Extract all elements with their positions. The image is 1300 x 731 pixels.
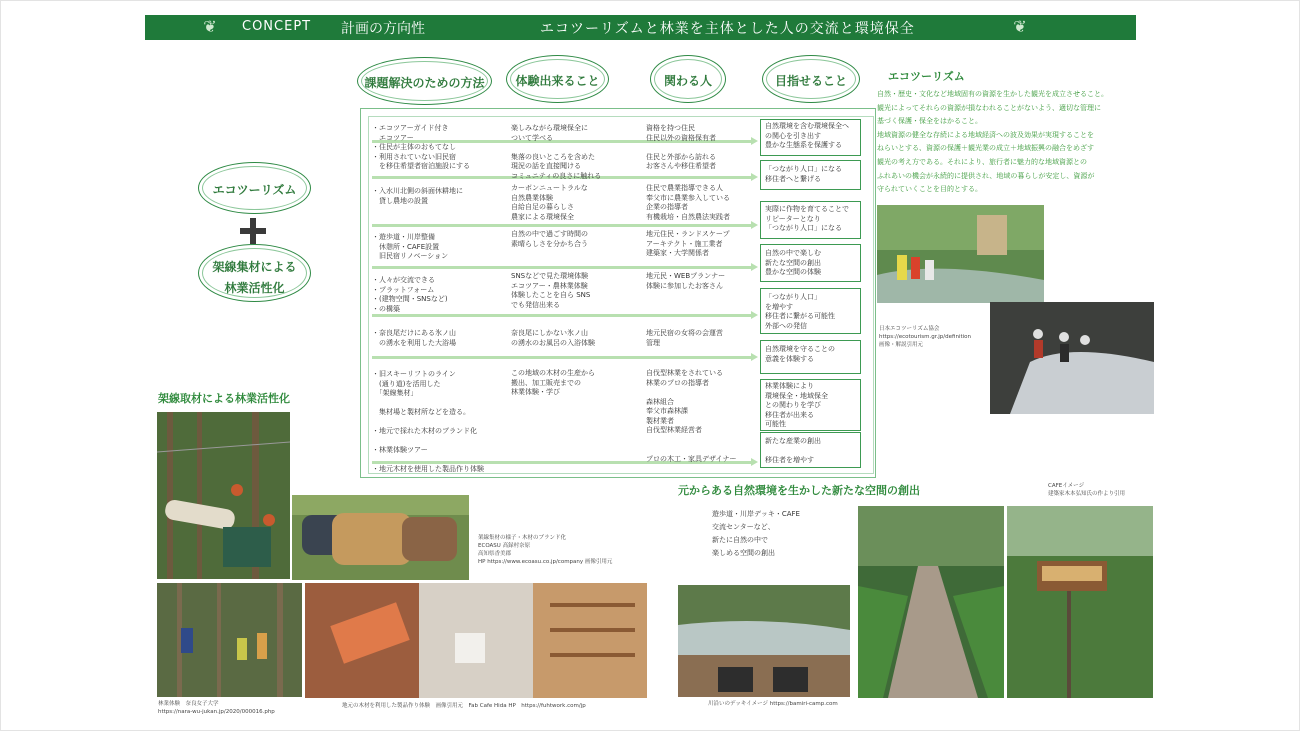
- row5-experience: 奈良尾にしかない氷ノ山 の湧水のお風呂の入浴体験: [511, 329, 595, 347]
- row-arrow: [372, 224, 752, 227]
- eco-caption: 日本エコツーリズム協会 https://ecotourism.gr.jp/definition 画像・解説引用元: [879, 326, 972, 348]
- row3-goal: 自然の中で楽しむ 新たな空間の創出 豊かな空間の体験: [760, 244, 861, 282]
- space-cafe-caption: CAFEイメージ 建築家木本弘知氏の作より引用: [1048, 483, 1126, 497]
- photo-wood-bags: [292, 495, 469, 580]
- header-subtitle: 計画の方向性: [341, 21, 425, 37]
- row1-experience: 楽しみながら環境保全に ついて学べる 集落の良いところを含めた 現況の話を直接聞ける コミュニティの良さに触れる: [511, 124, 602, 180]
- row6-goal-2: 新たな産業の創出 移住者を増やす: [760, 432, 861, 468]
- row-arrow: [372, 266, 752, 269]
- row-arrow: [372, 314, 752, 317]
- row1-goal-2: 「つながり人口」になる 移住者へと繋げる: [760, 160, 861, 190]
- oval-forestry: 架線集材による 林業活性化: [198, 244, 311, 302]
- header-band: [145, 15, 1136, 40]
- row4-experience: SNSなどで見た環境体験 エコツアー・農林業体験 体験したことを自ら SNS でも発信出来る: [511, 272, 591, 309]
- space-deck-caption: 川沿いのデッキイメージ https://bamiri-camp.com: [708, 701, 838, 707]
- photo-eco-tour-river: [877, 205, 1044, 303]
- row2-method: ・入水川北側の斜面休耕地に 貸し農地の設置: [372, 187, 463, 205]
- forestry-title: 架線取材による林業活性化: [158, 392, 290, 405]
- row3-people: 地元住民・ランドスケープ アーキテクト・施工業者 建築家・大学関係者: [646, 230, 730, 257]
- forestry-brand-caption: 架線集材の様子・木材のブランド化 ECOASU 高録村奈原 高知県香美郡 HP https://www.ecoasu.co.jp/company 画像引用元: [478, 535, 613, 565]
- row4-goal: 「つながり人口」 を増やす 移住者に繋がる可能性 外部への発信: [760, 288, 861, 334]
- forestry-products-caption: 地元の木材を利用した製品作り体験 画像引用元 Fab Cafe Hida HP https://fuhtwork.com/jp: [342, 703, 586, 709]
- row2-experience: カーボンニュートラルな 自然農業体験 自給自足の暮らしさ 農家による環境保全: [511, 184, 588, 221]
- eco-body: 自然・歴史・文化など地域固有の資源を生かした観光を成立させること。 観光によってそれらの資源が損なわれることがないよう、適切な管理に 基づく保護・保全をはかること。 地域資源の健全な存続による地域経済への波及効果が実現することを ねらいとする、資源の保護＋観光業の成立＋地域振興の融合をめざす 観光の考え方である。それにより、旅行者に魅力的な地域資源との ふれあいの機会が永続的に提供され、地域の暮らしが安定し、資源が 守られていくことを目的とする。: [877, 90, 1108, 194]
- photo-treehouse-cafe: [1007, 506, 1153, 698]
- plus-icon: [240, 218, 266, 244]
- header-theme: エコツーリズムと林業を主体とした人の交流と環境保全: [540, 21, 915, 37]
- oval-ecotourism: エコツーリズム: [198, 162, 311, 214]
- row1-goal-1: 自然環境を含む環境保全へ の関心を引き出す 豊かな生態系を保護する: [760, 119, 861, 156]
- row5-goal: 自然環境を守ることの 意義を体験する: [760, 340, 861, 374]
- row2-goal: 実際に作物を育てることで リピーターとなり 「つながり人口」になる: [760, 201, 861, 239]
- row1-people: 資格を持つ住民 住民以外の資格保有者 住民と外部から訪れる お客さんや移住希望者: [646, 124, 716, 170]
- photo-forest-boardwalk: [858, 506, 1004, 698]
- row3-method: ・遊歩道・川岸整備 休憩所・CAFE設置 旧民宿リノベーション: [372, 233, 449, 260]
- leaf-icon-right: ❦: [1013, 17, 1027, 36]
- row6-goal-1: 林業体験により 環境保全・地域保全 との関わりを学び 移住者が出来る 可能性: [760, 379, 861, 431]
- row-arrow: [372, 356, 752, 359]
- row6-people: 自伐型林業をされている 林業のプロの指導者 森林組合 奉父市森林課 製材業者 自伐型林業経営者 プロの木工・家具デザイナー: [646, 369, 737, 463]
- photo-river-deck: [678, 585, 850, 697]
- photo-eco-canyoning: [990, 302, 1154, 414]
- eco-title: エコツーリズム: [888, 70, 965, 83]
- row4-people: 地元民・WEBプランナー 体験に参加したお客さん: [646, 272, 726, 290]
- photo-cable-logging: [157, 412, 290, 579]
- column-head-methods: 課題解決のための方法: [357, 57, 492, 105]
- row6-method: ・旧スキーリフトのライン (通り道)を活用した 「架線集材」 集材場と製材所などを造る。 ・地元で採れた木材のブランド化 ・林業体験ツアー ・地元木材を使用した製品作り体験: [372, 370, 484, 473]
- row5-method: ・奈良尾だけにある氷ノ山 の湧水を利用した大浴場: [372, 329, 456, 347]
- leaf-icon-left: ❦: [203, 17, 217, 36]
- concept-label: CONCEPT: [242, 19, 312, 34]
- row2-people: 住民で農業指導できる人 奉父市に農業参入している 企業の指導者 有機栽培・自然農法実践者: [646, 184, 730, 221]
- photo-forestry-tour: [157, 583, 302, 697]
- forestry-tour-caption: 林業体験 奈良女子大学 https://nara-wu-jukan.jp/2020/000016.php: [158, 701, 275, 715]
- row3-experience: 自然の中で過ごす時間の 素晴らしさを分かち合う: [511, 230, 588, 248]
- photo-wood-products: [305, 583, 647, 698]
- row6-experience: この地域の木材の生産から 搬出、加工販売までの 林業体験・学び: [511, 369, 595, 396]
- column-head-goals: 目指せること: [762, 55, 860, 103]
- column-head-experience: 体験出来ること: [506, 55, 609, 103]
- row4-method: ・人々が交流できる ・プラットフォーム ・(建物空間・SNSなど) ・の構築: [372, 276, 448, 313]
- row1-method: ・エコツアーガイド付き エコツアー ・住民が主体のおもてなし ・利用されていない旧民宿 を移住希望者宿泊施設にする: [372, 124, 470, 170]
- column-head-people: 関わる人: [650, 55, 726, 103]
- space-note: 遊歩道・川岸デッキ・CAFE 交流センターなど、 新たに自然の中で 楽しめる空間の創出: [712, 510, 800, 557]
- space-title: 元からある自然環境を生かした新たな空間の創出: [678, 484, 920, 497]
- row5-people: 地元民宿の女将の会運営 管理: [646, 329, 723, 347]
